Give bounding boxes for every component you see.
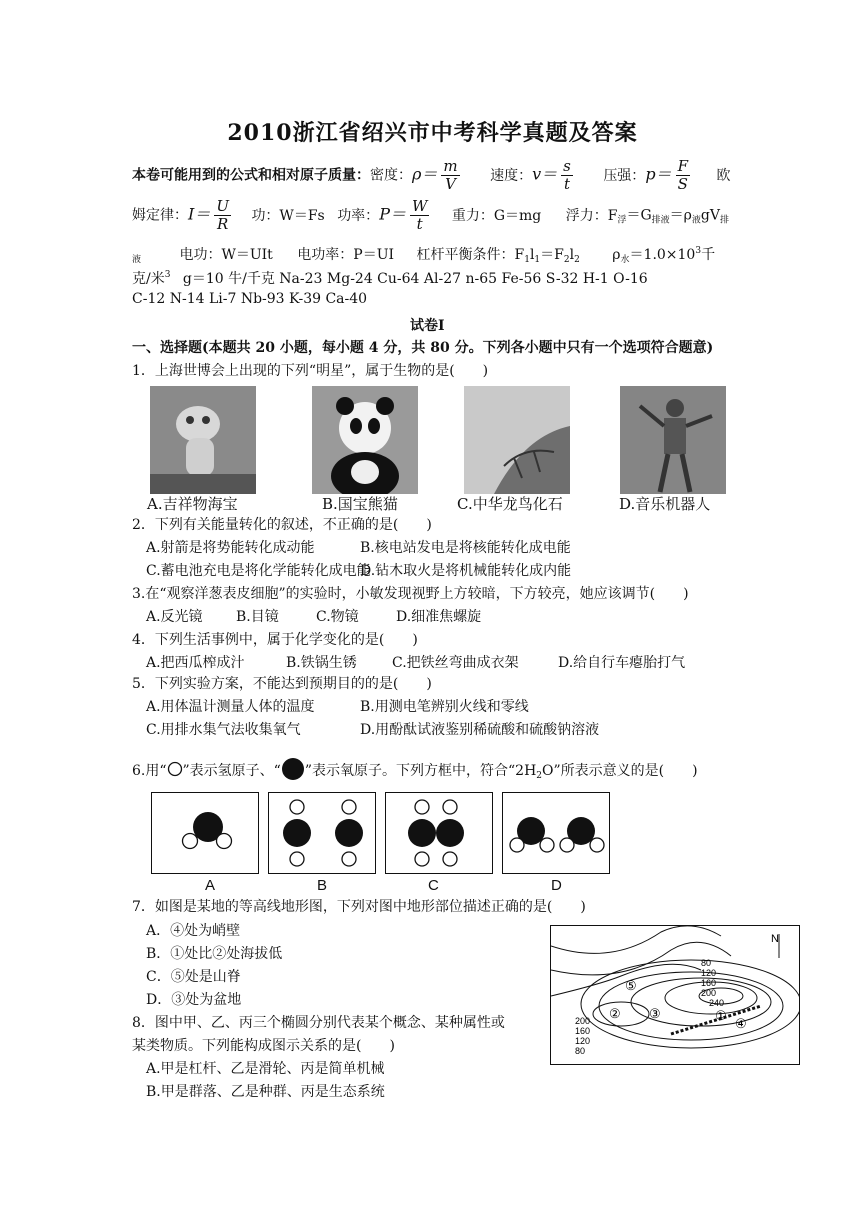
- height-240: 240: [709, 998, 725, 1008]
- mascot-photo: [150, 386, 256, 494]
- map-mark-3: ③: [649, 1006, 661, 1021]
- q3-option-b: B.目镜: [236, 609, 279, 625]
- height-160-west: 160: [575, 1026, 591, 1036]
- q4-option-c: C.把铁丝弯曲成衣架: [392, 655, 519, 671]
- q7-option-a: A．④处为峭壁: [146, 923, 241, 939]
- panda-photo: [312, 386, 418, 494]
- contour-lines: [551, 926, 799, 1064]
- q3-stem: 3.在“观察洋葱表皮细胞”的实验时，小敏发现视野上方较暗，下方较亮，她应该调节( ): [132, 586, 689, 602]
- q5-option-a: A.用体温计测量人体的温度: [146, 699, 315, 715]
- q2-option-d: D.钻木取火是将机械能转化成内能: [360, 563, 572, 579]
- formula-line-5: C-12 N-14 Li-7 Nb-93 K-39 Ca-40: [132, 291, 368, 307]
- height-200-west: 200: [575, 1016, 591, 1026]
- q1-caption-d: D.音乐机器人: [619, 495, 711, 513]
- ohm-fraction: $\frac{U}{R}$: [216, 197, 229, 233]
- q6-label-b: B: [317, 877, 328, 894]
- height-120-west: 120: [575, 1036, 591, 1046]
- formula-line-4: 克/米$^3$ g＝10 牛/千克 Na-23 Mg-24 Cu-64 Al-27 n-65 Fe-56 S-32 H-1 O-16: [132, 270, 648, 287]
- molecule-b: [269, 793, 375, 873]
- molecule-c: [386, 793, 492, 873]
- q3-option-a: A.反光镜: [146, 609, 203, 625]
- exam-title: 2010浙江省绍兴市中考科学真题及答案: [227, 120, 638, 146]
- fossil-image: [464, 386, 570, 494]
- density-fraction: $\frac{m}{V}$: [443, 157, 458, 193]
- map-mark-5: ⑤: [625, 978, 637, 993]
- q1-caption-a: A.吉祥物海宝: [147, 495, 238, 513]
- q2-option-a: A.射箭是将势能转化成动能: [146, 540, 315, 556]
- power-fraction: $\frac{W}{t}$: [411, 197, 428, 233]
- molecule-a: [152, 793, 258, 873]
- q4-option-b: B.铁锅生锈: [286, 655, 357, 671]
- q6-label-a: A: [205, 877, 216, 894]
- q5-option-d: D.用酚酞试液鉴别稀硫酸和硫酸钠溶液: [360, 722, 600, 738]
- q6-box-a: [151, 792, 259, 874]
- mascot-image: [150, 386, 256, 494]
- q1-caption-b: B.国宝熊猫: [322, 495, 398, 513]
- q6-box-c: [385, 792, 493, 874]
- q1-stem: 1．上海世博会上出现的下列“明星”，属于生物的是( ): [132, 363, 489, 379]
- q8-option-b: B.甲是群落、乙是种群、丙是生态系统: [146, 1084, 385, 1100]
- robot-image: [620, 386, 726, 494]
- map-mark-1: ①: [715, 1008, 727, 1023]
- q5-stem: 5．下列实验方案，不能达到预期目的的是( ): [132, 676, 432, 692]
- q3-option-d: D.细准焦螺旋: [396, 609, 482, 625]
- q5-option-b: B.用测电笔辨别火线和零线: [360, 699, 529, 715]
- q7-option-b: B．①处比②处海拔低: [146, 946, 283, 962]
- map-mark-4: ④: [735, 1016, 747, 1031]
- height-160: 160: [701, 978, 717, 988]
- q6-label-d: D: [551, 877, 562, 894]
- robot-photo: [620, 386, 726, 494]
- north-label: N: [771, 933, 779, 945]
- fossil-photo: [464, 386, 570, 494]
- q3-option-c: C.物镜: [316, 609, 359, 625]
- q4-option-d: D.给自行车瘪胎打气: [558, 655, 686, 671]
- q8-stem-line-2: 某类物质。下列能构成图示关系的是( ): [132, 1038, 395, 1054]
- panda-image: [312, 386, 418, 494]
- formula-line-3: $_液$ 电功：W＝UIt 电功率：P＝UI 杠杆平衡条件：$F_1l_1=F_2l_2$ $\rho_水=1.0\times 10^3$千: [132, 246, 716, 265]
- part-title: 一、选择题(本题共 20 小题，每小题 4 分，共 80 分。下列各小题中只有一个选项符合题意): [132, 340, 714, 356]
- oxygen-atom-icon: [281, 757, 305, 781]
- section-heading: 试卷Ⅰ: [410, 318, 445, 334]
- q6-box-b: [268, 792, 376, 874]
- q8-option-a: A.甲是杠杆、乙是滑轮、丙是简单机械: [146, 1061, 385, 1077]
- height-200: 200: [701, 988, 717, 998]
- formula-line-2: 姆定律：I＝ $\frac{U}{R}$ 功：W＝Fs 功率：P＝ $\frac{W}{t}$ 重力：G＝mg 浮力：$F_浮=G_{排液}=\rho_液gV_排$: [132, 197, 729, 233]
- hydrogen-atom-icon: [167, 761, 183, 777]
- height-80: 80: [701, 958, 712, 968]
- q4-stem: 4．下列生活事例中，属于化学变化的是( ): [132, 632, 418, 648]
- q2-option-b: B.核电站发电是将核能转化成电能: [360, 540, 571, 556]
- height-120: 120: [701, 968, 717, 978]
- q8-stem-line-1: 8．图中甲、乙、丙三个椭圆分别代表某个概念、某种属性或: [132, 1015, 505, 1031]
- q7-option-c: C．⑤处是山脊: [146, 969, 241, 985]
- q4-option-a: A.把西瓜榨成汁: [146, 655, 245, 671]
- formula-line-1: 本卷可能用到的公式和相对原子质量：密度：ρ＝ $\frac{m}{V}$ 速度：v＝ $\frac{s}{t}$ 压强：p＝ $\frac{F}{S}$ 欧: [132, 157, 731, 193]
- q7-stem: 7．如图是某地的等高线地形图，下列对图中地形部位描述正确的是( ): [132, 899, 586, 915]
- q6-box-d: [502, 792, 610, 874]
- contour-map: [550, 925, 800, 1065]
- molecule-d: [503, 793, 609, 873]
- pressure-fraction: $\frac{F}{S}$: [677, 157, 688, 193]
- q6-label-c: C: [428, 877, 439, 894]
- speed-fraction: $\frac{s}{t}$: [563, 157, 571, 193]
- q1-caption-c: C.中华龙鸟化石: [457, 495, 563, 513]
- q2-stem: 2．下列有关能量转化的叙述，不正确的是( ): [132, 517, 432, 533]
- q6-stem: 6.用“ ”表示氢原子、“ ”表示氧原子。下列方框中，符合“$2H_2O$”所表示意义的是( ): [132, 757, 698, 781]
- q7-option-d: D．③处为盆地: [146, 992, 242, 1008]
- q2-option-c: C.蓄电池充电是将化学能转化成电能: [146, 563, 371, 579]
- q5-option-c: C.用排水集气法收集氧气: [146, 722, 301, 738]
- height-80-west: 80: [575, 1046, 586, 1056]
- map-mark-2: ②: [609, 1006, 621, 1021]
